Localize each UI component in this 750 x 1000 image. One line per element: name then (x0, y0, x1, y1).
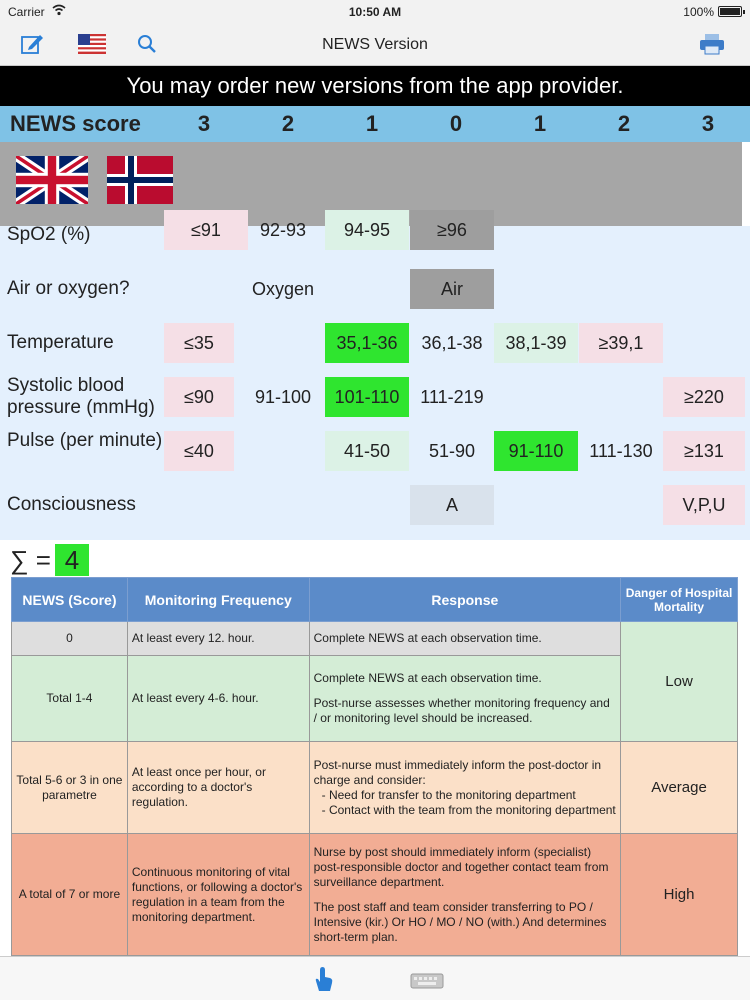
print-icon[interactable] (698, 32, 726, 56)
temp-cell-1-low[interactable]: 35,1-36 (325, 323, 409, 363)
spo2-row (0, 210, 750, 260)
consciousness-cell-vpu[interactable]: V,P,U (663, 485, 745, 525)
danger-average: Average (621, 742, 738, 834)
row1-response (309, 656, 620, 742)
danger-low: Low (621, 622, 738, 742)
air-cell-oxygen[interactable]: Oxygen (251, 278, 315, 299)
row3-response-text: The post staff and team consider transferring to PO / Intensive (kir.) Or HO / MO / NO (with.) And determines short-term plan. (313, 899, 607, 944)
table-row (12, 742, 738, 834)
score-col-0: 0 (449, 111, 463, 136)
temperature-label: Temperature (7, 332, 114, 353)
score-col-1-low: 1 (365, 111, 379, 136)
row2-frequency: At least once per hour, or according to a doctor's regulation. (127, 742, 309, 834)
row3-frequency: Continuous monitoring of vital functions, or following a doctor's regulation in a team from the monitoring department. (127, 834, 309, 956)
spo2-label: SpO2 (%) (7, 224, 91, 245)
sbp-cell-0[interactable]: 111-219 (420, 386, 484, 407)
spo2-cell-0[interactable]: ≥96 (410, 210, 494, 250)
sbp-cell-3-high[interactable]: ≥220 (663, 377, 745, 417)
row0-response (309, 622, 620, 656)
pulse-cell-1-low[interactable]: 41-50 (325, 431, 409, 471)
air-cell-air[interactable]: Air (410, 269, 494, 309)
score-col-3-low: 3 (197, 111, 211, 136)
sum-symbol: ∑ = (10, 544, 51, 575)
score-col-3-high: 3 (701, 111, 715, 136)
row2-response-text: Post-nurse must immediately inform the post-doctor in charge and consider: (313, 757, 602, 787)
sbp-cell-3-low[interactable]: ≤90 (164, 377, 234, 417)
score-col-2-high: 2 (617, 111, 631, 136)
temp-cell-3-low[interactable]: ≤35 (164, 323, 234, 363)
sbp-cell-1-low[interactable]: 101-110 (325, 377, 409, 417)
row1-score: Total 1-4 (12, 656, 128, 742)
pulse-cell-1-high[interactable]: 91-110 (494, 431, 578, 471)
temp-cell-2-high[interactable]: ≥39,1 (579, 323, 663, 363)
news-score-label: NEWS score (10, 111, 141, 136)
battery-percent: 100% (683, 5, 714, 19)
battery-icon (718, 6, 742, 17)
touch-hand-icon[interactable] (308, 965, 338, 993)
row0-frequency: At least every 12. hour. (127, 622, 309, 656)
danger-high: High (621, 834, 738, 956)
score-total (10, 544, 89, 576)
row1-frequency: At least every 4-6. hour. (127, 656, 309, 742)
row3-response (309, 834, 620, 956)
row0-response-text: Complete NEWS at each observation time. (313, 631, 542, 645)
pulse-label: Pulse (per minute) (7, 430, 163, 451)
score-col-1-high: 1 (533, 111, 547, 136)
keyboard-icon[interactable] (410, 965, 444, 993)
pulse-cell-3-high[interactable]: ≥131 (663, 431, 745, 471)
row2-response (309, 742, 620, 834)
row2-response-bullet: - Contact with the team from the monitoring department (321, 802, 616, 817)
page-title: NEWS Version (322, 36, 428, 53)
row2-score: Total 5-6 or 3 in one parametre (12, 742, 128, 834)
score-col-2-low: 2 (281, 111, 295, 136)
systolic-bp-row (0, 372, 750, 422)
consciousness-cell-a[interactable]: A (410, 485, 494, 525)
row1-response-text: Post-nurse assesses whether monitoring frequency and / or monitoring level should be increased. (313, 696, 610, 725)
response-table (11, 577, 738, 956)
spo2-cell-3[interactable]: ≤91 (164, 210, 248, 250)
navigation-bar (0, 24, 750, 66)
temp-cell-0[interactable]: 36,1-38 (421, 332, 483, 353)
pulse-cell-2-high[interactable]: 111-130 (589, 440, 653, 461)
clock: 10:50 AM (348, 5, 402, 19)
header-response: Response (309, 578, 620, 622)
air-oxygen-label: Air or oxygen? (7, 278, 130, 299)
news-parameter-grid (0, 219, 750, 540)
carrier-label: Carrier (8, 5, 45, 19)
uk-flag-icon[interactable] (16, 156, 88, 204)
spo2-cell-2[interactable]: 92-93 (259, 219, 307, 240)
air-oxygen-row (0, 264, 750, 314)
row1-response-text: Complete NEWS at each observation time. (313, 671, 542, 685)
header-monitoring-frequency: Monitoring Frequency (127, 578, 309, 622)
systolic-bp-label: Systolic blood pressure (mmHg) (7, 375, 155, 418)
status-bar (0, 0, 750, 24)
consciousness-row (0, 480, 750, 530)
header-news-score: NEWS (Score) (12, 578, 128, 622)
norway-flag-icon[interactable] (104, 156, 176, 204)
bottom-toolbar (0, 956, 750, 1000)
row3-response-text: Nurse by post should immediately inform (specialist) post-responsible doctor and together contact team from surveillance department. (313, 844, 609, 889)
row3-score: A total of 7 or more (12, 834, 128, 956)
table-row (12, 622, 738, 656)
news-score-header (0, 106, 750, 142)
consciousness-label: Consciousness (7, 494, 136, 515)
battery-level (720, 8, 740, 15)
sbp-cell-2-low[interactable]: 91-100 (254, 386, 312, 407)
temperature-row (0, 318, 750, 368)
sum-value: 4 (55, 544, 89, 576)
row2-response-bullet: - Need for transfer to the monitoring department (321, 787, 576, 802)
table-header-row (12, 578, 738, 622)
header-danger-mortality: Danger of Hospital Mortality (621, 578, 738, 622)
order-notice-banner: You may order new versions from the app provider. (0, 66, 750, 106)
table-row (12, 834, 738, 956)
pulse-cell-3-low[interactable]: ≤40 (164, 431, 234, 471)
row0-score: 0 (12, 622, 128, 656)
temp-cell-1-high[interactable]: 38,1-39 (494, 323, 578, 363)
pulse-row (0, 426, 750, 476)
pulse-cell-0[interactable]: 51-90 (428, 440, 476, 461)
spo2-cell-1[interactable]: 94-95 (325, 210, 409, 250)
